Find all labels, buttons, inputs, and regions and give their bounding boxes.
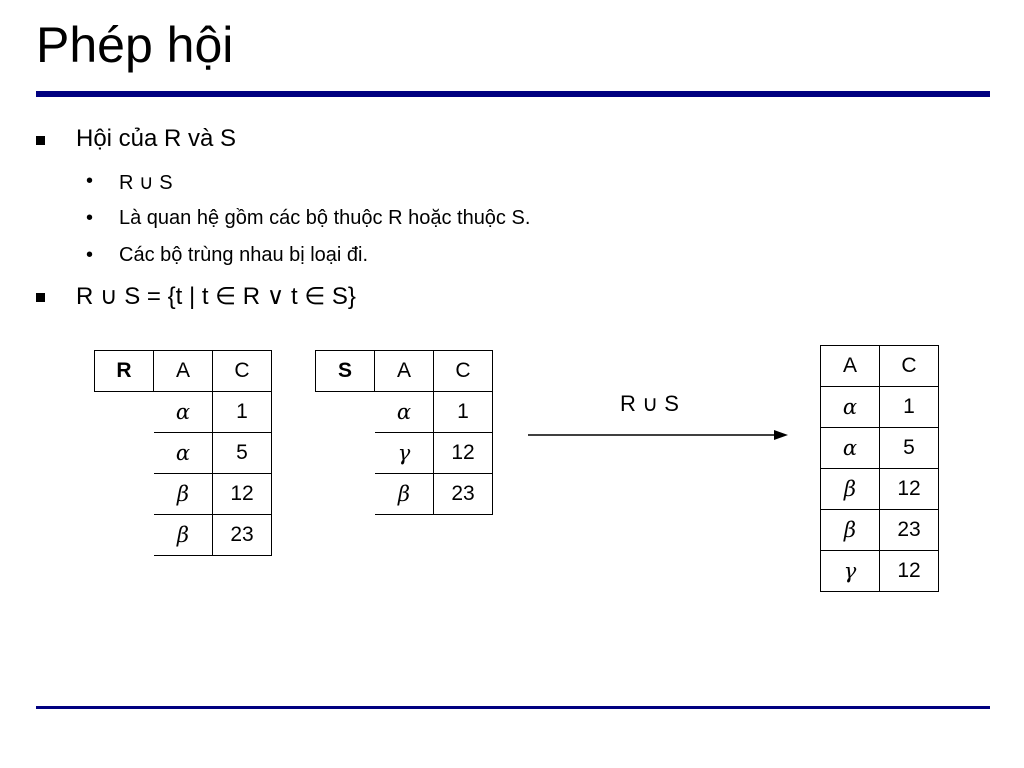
relation-name: S [316,351,375,392]
table-cell: β [375,474,434,515]
sub-bullet-text: Các bộ trùng nhau bị loại đi. [119,244,369,266]
footer-rule [36,706,990,709]
table-cell: 12 [880,551,939,592]
table-header-row [95,351,272,392]
table-row [95,392,272,433]
right-arrow-icon [528,425,790,445]
title-rule [36,91,990,97]
table-row [95,515,272,556]
table-cell: β [821,469,880,510]
table-cell: 23 [213,515,272,556]
table-cell: β [154,515,213,556]
table-cell: 1 [880,387,939,428]
table-header-row [821,346,939,387]
table-cell: 5 [880,428,939,469]
table-cell: γ [375,433,434,474]
square-bullet-icon [36,136,45,145]
table-cell: 1 [434,392,493,433]
table-row [821,469,939,510]
dot-bullet-icon: • [86,207,94,229]
table-row [821,510,939,551]
table-row [821,428,939,469]
table-cell: 5 [213,433,272,474]
table-cell: α [154,433,213,474]
table-row [821,551,939,592]
slide-title: Phép hội [36,17,234,73]
union-operation-label: R ∪ S [620,391,679,416]
table-cell: β [154,474,213,515]
relation-s-table [315,350,493,515]
table-row [95,474,272,515]
square-bullet-icon [36,293,45,302]
table-cell: γ [821,551,880,592]
table-cell: α [821,387,880,428]
table-cell: 23 [434,474,493,515]
dot-bullet-icon: • [86,244,94,266]
table-cell: α [375,392,434,433]
result-relation-table [820,345,939,592]
table-cell: 12 [880,469,939,510]
bullet-text: Hội của R và S [76,125,237,152]
column-header: A [821,346,880,387]
table-cell: α [154,392,213,433]
table-cell: 1 [213,392,272,433]
sub-bullet-text: Là quan hệ gồm các bộ thuộc R hoặc thuộc S. [119,207,531,229]
column-header: A [375,351,434,392]
relation-r-table [94,350,272,556]
table-cell: β [821,510,880,551]
table-row [95,433,272,474]
table-cell: α [821,428,880,469]
table-cell: 23 [880,510,939,551]
dot-bullet-icon: • [86,170,94,192]
table-cell: 12 [434,433,493,474]
sub-bullet-text: R ∪ S [119,172,173,194]
table-row [316,392,493,433]
column-header: A [154,351,213,392]
relation-name: R [95,351,154,392]
column-header: C [880,346,939,387]
table-row [316,474,493,515]
column-header: C [434,351,493,392]
table-cell: 12 [213,474,272,515]
bullet-text: R ∪ S = {t | t ∈ R ∨ t ∈ S} [76,283,356,310]
column-header: C [213,351,272,392]
table-header-row [316,351,493,392]
table-row [821,387,939,428]
table-row [316,433,493,474]
